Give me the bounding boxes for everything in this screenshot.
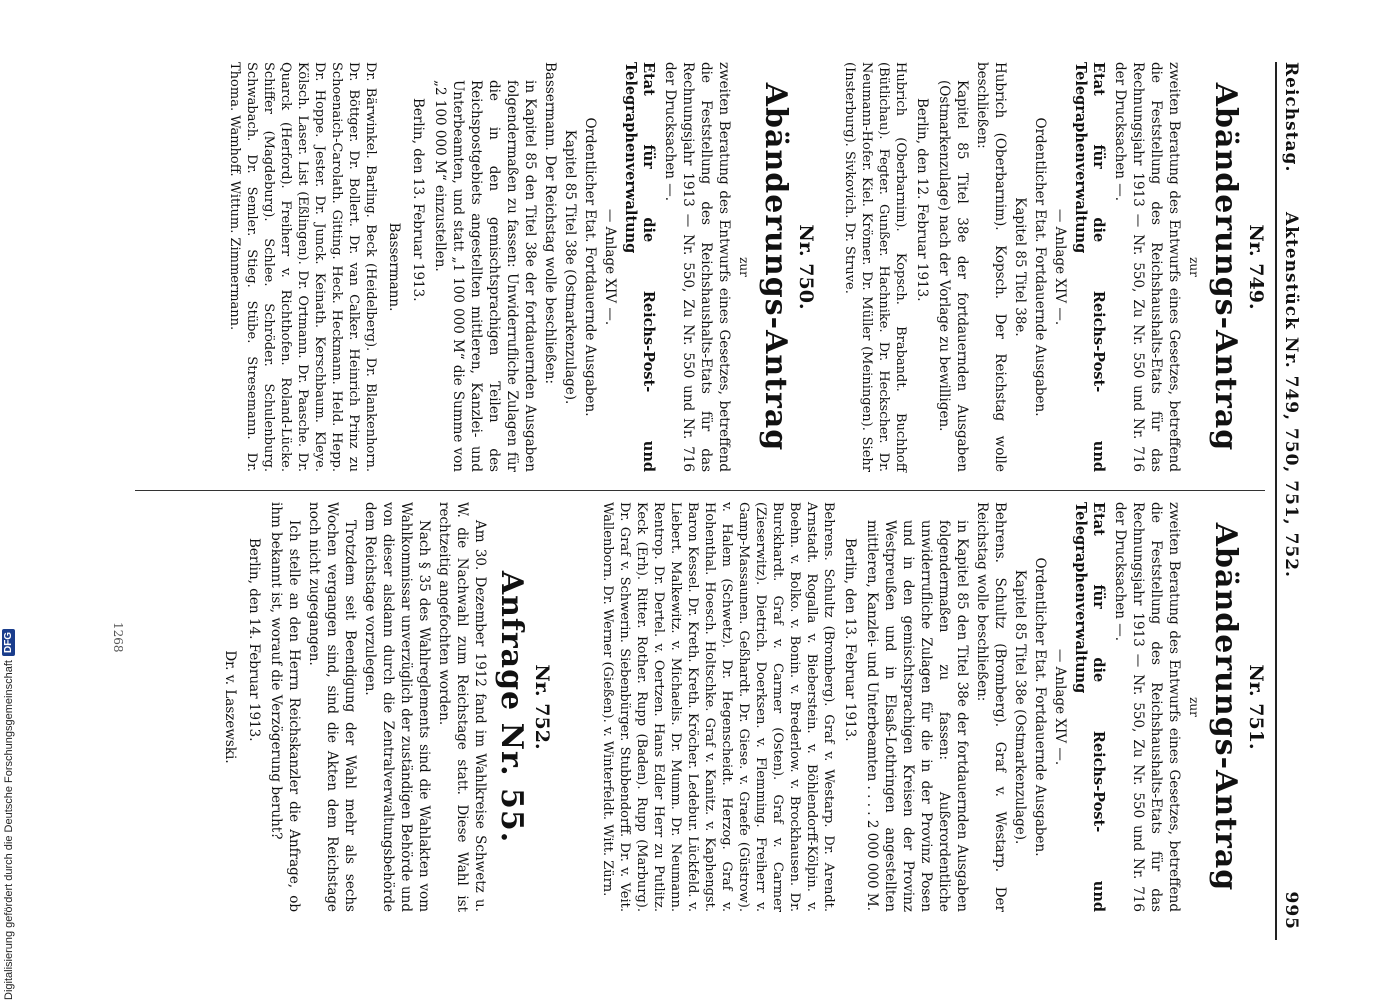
paragraph: Trotzdem seit Beendigung der Wahl mehr als sechs Wochen vergangen sind, sind die Akten dem Reichstage noch nicht zugegangen. bbox=[306, 502, 358, 912]
etat-heading: Etat für die Reichs-Post- und Telegraphenverwaltung bbox=[1072, 502, 1107, 912]
document-page bbox=[50, 62, 1305, 940]
section-body: zweiten Beratung des Entwurfs eines Gesetzes, betreffend die Feststellung des Reichshaushalts-Etats für das Rechnungsjahr 1913 — Nr. 550, Zu Nr. 550 und Nr. 716 der Drucksachen —. bbox=[662, 62, 732, 472]
date-line: Berlin, den 12. Februar 1913. bbox=[914, 98, 930, 302]
kapitel-line: Kapitel 85 Titel 38e. bbox=[1012, 197, 1028, 337]
left-column bbox=[65, 62, 1265, 472]
signer: Bassermann. bbox=[386, 222, 402, 312]
footer-page-number: 1268 bbox=[111, 622, 125, 653]
section-body: zweiten Beratung des Entwurfs eines Gesetzes, betreffend die Feststellung des Reichshaushalts-Etats für das Rechnungsjahr 1913 — Nr. 550, Zu Nr. 550 und Nr. 716 der Drucksachen —. bbox=[1112, 62, 1182, 472]
signatory-list: Dr. Bärwinkel. Barling. Beck (Heidelberg). Dr. Blankenhorn. Dr. Böttger. Dr. Bollert. Dr. van Calker. Heinrich Prinz zu Schoenaich-Carolath. Gitting. Heck. Heckmann. Held. Hepp. Dr. Hoppe. Jester. Dr. Junck. Keinath. Kerschbaum. Kleye. Kölsch. Laser. List (Eßlingen). Dr. Ortmann. Dr. Paasche. Dr. Quarck (Herford). Freiherr v. Richthofen. Roland-Lücke. Schiffer (Magdeburg). Schlee. Schröder. Schulenburg. Schwabach. Dr. Semler. Stieg. Stübe. Stresemann. Dr. Thoma. Wamhoff. Wittum. Zimmermann. bbox=[227, 62, 378, 472]
section-body: zweiten Beratung des Entwurfs eines Gesetzes, betreffend die Feststellung des Reichshaushalts-Etats für das Rechnungsjahr 1913 — Nr. 550, Zu Nr. 550 und Nr. 716 der Drucksachen —. bbox=[1112, 502, 1182, 912]
section-nr-749 bbox=[841, 62, 1265, 472]
section-title: Abänderungs-Antrag bbox=[1208, 82, 1243, 452]
running-head-left: Reichstag. bbox=[1281, 62, 1301, 173]
section-nr-752 bbox=[221, 502, 551, 912]
paragraph: Am 30. Dezember 1912 fand im Wahlkreise Schwetz u. W. die Nachwahl zum Reichstage statt. Diese Wahl ist rechtzeitig angefochten worden. bbox=[436, 502, 488, 912]
digitization-text: Digitalisierung gefördert durch die Deutsche Forschungsgemeinschaft bbox=[2, 660, 15, 1000]
section-title: Abänderungs-Antrag bbox=[1208, 522, 1243, 892]
section-zur: zur bbox=[1187, 257, 1201, 277]
etat-heading: Etat für die Reichs-Post- und Telegraphenverwaltung bbox=[1072, 62, 1107, 472]
section-zur: zur bbox=[1187, 697, 1201, 717]
ausgaben-line: Ordentlicher Etat. Fortdauernde Ausgaben. bbox=[1032, 117, 1048, 417]
section-nr-750 bbox=[226, 62, 815, 472]
motion-text: Behrens. Schultz (Bromberg). Graf v. Westarp. Der Reichstag wolle beschließen: bbox=[974, 502, 1008, 912]
date-line: Berlin, den 13. Februar 1913. bbox=[842, 538, 858, 742]
motion-text: Hubrich (Oberbarnim). Kopsch. Der Reichstag wolle beschließen: bbox=[974, 62, 1008, 472]
anlage-line: — Anlage XIV —. bbox=[602, 208, 618, 326]
motion-detail: Kapitel 85 Titel 38e der fortdauernden Ausgaben (Ostmarkenzulage) nach der Vorlage zu bewilligen. bbox=[936, 80, 970, 472]
etat-heading: Etat für die Reichs-Post- und Telegraphenverwaltung bbox=[622, 62, 657, 472]
column-divider bbox=[135, 490, 1265, 491]
ausgaben-line: Ordentlicher Etat. Fortdauernde Ausgaben. bbox=[1032, 557, 1048, 857]
running-head-center: Aktenstück Nr. 749, 750, 751, 752. bbox=[1281, 212, 1301, 578]
section-number: Nr. 749. bbox=[1245, 224, 1267, 310]
digitization-note bbox=[2, 629, 15, 1000]
date-line: Berlin, den 13. Februar 1913. bbox=[410, 98, 426, 302]
running-head bbox=[1275, 62, 1305, 940]
page-number: 995 bbox=[1281, 891, 1301, 930]
section-nr-751 bbox=[599, 502, 1265, 912]
anlage-line: — Anlage XIV —. bbox=[1052, 648, 1068, 766]
paragraph: Nach § 35 des Wahlreglements sind die Wahlakten vom Wahlkommissar unverzüglich der zuständigen Behörde und von dieser alsdann durch die Zentralverwaltungsbehörde dem Reichstage vorzulegen. bbox=[362, 502, 432, 912]
kapitel-line: Kapitel 85 Titel 38e (Ostmarkenzulage). bbox=[562, 129, 578, 405]
right-column bbox=[65, 502, 1265, 912]
kapitel-line: Kapitel 85 Titel 38e (Ostmarkenzulage). bbox=[1012, 569, 1028, 845]
signatory-list: Hubrich (Oberbarnim). Kopsch. Brabandt. Buchhoff (Bütlichau). Fegter. Gunßer. Hachnike. Dr. Heckscher. Dr. Neumann-Hofer. Kiel. Krömer. Dr. Müller (Meiningen). Siehr (Insterburg). Sivkovich. Dr. Struve. bbox=[842, 62, 908, 472]
section-number: Nr. 751. bbox=[1245, 664, 1267, 750]
section-title: Abänderungs-Antrag bbox=[758, 82, 793, 452]
motion-detail: in Kapitel 85 den Titel 38e der fortdauernden Ausgaben folgendermaßen zu fassen: Außerordentliche unwiderrufliche Zulagen für die in der Provinz Posen und in den gemischtsprachigen Kreisen der Provinz Westpreußen und in Elsaß-Lothringen angestellten mittleren, Kanzlei- und Unterbeamten . . . . 2 000 000 M. bbox=[864, 520, 970, 912]
signatory-list: Behrens. Schultz (Bromberg). Graf v. Westarp. Dr. Arendt. Arnstadt. Rogalla v. Bieberstein. v. Böhlendorff-Kölpin. v. Boehn. v. Bolko. v. Bonin. v. Brederlow. v. Brockhausen. Dr. Burckhardt. Graf v. Carmer (Osten). Graf v. Carmer (Zieserwitz). Dietrich. Doerksen. v. Flemming. Freiherr v. Gamp-Massaunen. Geßhardt. Dr. Giese. v. Graefe (Güstrow). v. Halem (Schwetz). Dr. Hegenscheidt. Herzog. Graf v. Hohenthal. Hoesch. Holtschke. Graf v. Kanitz. v. Kaphengst. Baron Kessel. Dr. Kreth. Kreth. Kröcher. Ledebur. Lückfeld. v. Liebert. Malkewitz. v. Michaelis. Dr. Mumm. Dr. Neumann. Rentrop. Dr. Dertel. v. Oertzen. Hans Edler Herr zu Putlitz. Keck (Erh). Ritter. Rother. Rupp (Baden). Rupp (Marburg). Dr. Graf v. Schwerin. Siebenbürger. Stubbendorff. Dr. v. Veit. Wallenborn. Dr. Werner (Gießen). v. Winterfeldt. Witt. Zürn. bbox=[600, 502, 836, 912]
section-title: Anfrage Nr. 55. bbox=[494, 570, 529, 844]
dfg-logo-icon: DFG bbox=[2, 629, 15, 656]
ausgaben-line: Ordentlicher Etat. Fortdauernde Ausgaben. bbox=[582, 117, 598, 417]
motion-text: Bassermann. Der Reichstag wolle beschließen: bbox=[542, 62, 558, 384]
date-line: Berlin, den 14. Februar 1913. bbox=[246, 538, 262, 742]
section-number: Nr. 752. bbox=[531, 664, 553, 750]
anlage-line: — Anlage XIV —. bbox=[1052, 208, 1068, 326]
motion-detail: in Kapitel 85 den Titel 38e der fortdauernden Ausgaben folgendermaßen zu fassen: Unwiderrufliche Zulagen für die in den gemischtsprachigen Teilen des Reichspostgebiets angestellten mittleren, Kanzlei- und Unterbeamten, und statt „1 100 000 M“ die Summe von „2 100 000 M“ einzustellen. bbox=[432, 80, 538, 472]
paragraph: Ich stelle an den Herrn Reichskanzler die Anfrage, ob ihm bekannt ist, worauf die Verzögerung beruht? bbox=[268, 502, 302, 912]
section-zur: zur bbox=[737, 257, 751, 277]
section-number: Nr. 750. bbox=[795, 224, 817, 310]
signer: Dr. v. Laszewski. bbox=[222, 650, 238, 764]
